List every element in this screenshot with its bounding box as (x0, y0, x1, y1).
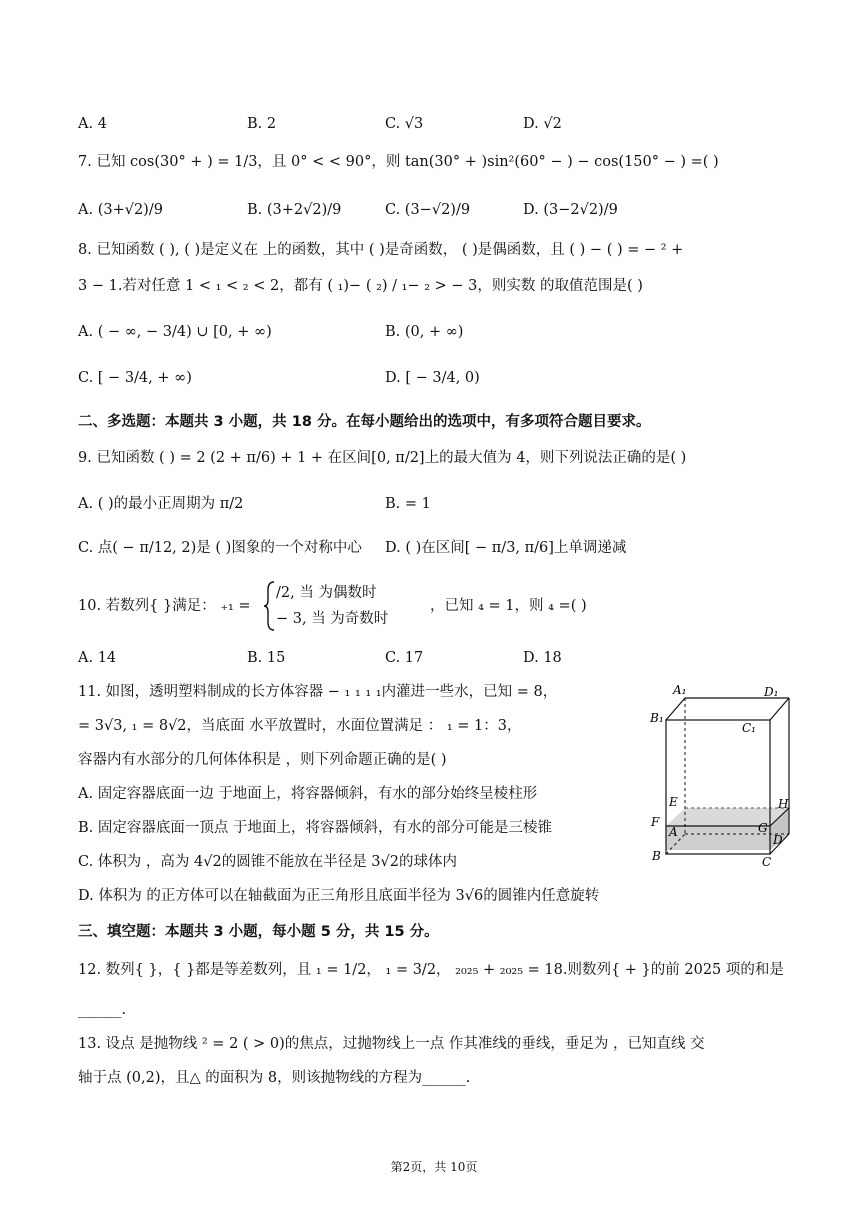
q12-stem-line2: ______. (78, 1002, 127, 1018)
q8-stem-line2: 3 − 1.若对任意 1 < ₁ < ₂ < 2，都有 ( ₁)− ( ₂) / ₁− ₂ > − 3，则实数 的取值范围是( ) (78, 278, 643, 294)
label-g: G (758, 821, 768, 835)
q8-option-c: C. [ − 3/4, + ∞) (78, 370, 192, 386)
q13-stem-line2: 轴于点 (0,2)，且△ 的面积为 8，则该抛物线的方程为______. (78, 1070, 471, 1086)
section-fill-in-heading: 三、填空题：本题共 3 小题，每小题 5 分，共 15 分。 (78, 924, 439, 940)
cuboid-figure (640, 676, 800, 874)
water-front-face (666, 826, 770, 850)
q11-option-a: A. 固定容器底面一边 于地面上，将容器倾斜，有水的部分始终呈棱柱形 (78, 786, 538, 802)
q10-option-b: B. 15 (247, 650, 286, 666)
q9-stem: 9. 已知函数 ( ) = 2 (2 + π/6) + 1 + 在区间[0, π/2]上的最大值为 4，则下列说法正确的是( ) (78, 450, 687, 466)
q8-stem-line1: 8. 已知函数 ( ), ( )是定义在 上的函数，其中 ( )是奇函数， ( )是偶函数，且 ( ) − ( ) = − ² + (78, 242, 684, 258)
q7-option-a: A. (3+√2)/9 (78, 202, 163, 218)
q11-stem-line3: 容器内有水部分的几何体体积是 ，则下列命题正确的是( ) (78, 752, 447, 768)
q7-option-d: D. (3−2√2)/9 (523, 202, 618, 218)
label-d: D (773, 833, 783, 847)
label-a: A (669, 825, 678, 839)
q6-option-d: D. √2 (523, 116, 562, 132)
q10-option-d: D. 18 (523, 650, 562, 666)
q10-brace-icon (262, 580, 276, 632)
q8-option-d: D. [ − 3/4, 0) (385, 370, 480, 386)
q11-stem-line2: = 3√3, ₁ = 8√2，当底面 水平放置时，水面位置满足 ： ₁ = 1：3， (78, 718, 522, 734)
q9-option-d: D. ( )在区间[ − π/3, π/6]上单调递减 (385, 540, 627, 556)
label-c1: C₁ (742, 721, 756, 735)
q10-stem-right: ，已知 ₄ = 1，则 ₄ =( ) (430, 598, 587, 614)
page-footer: 第2页，共 10页 (390, 1160, 478, 1174)
label-a1: A₁ (673, 683, 687, 697)
label-e: E (669, 795, 678, 809)
label-f: F (651, 815, 660, 829)
q10-case-even: /2, 当 为偶数时 (276, 585, 377, 601)
q9-option-b: B. = 1 (385, 496, 431, 512)
q9-option-c: C. 点( − π/12, 2)是 ( )图象的一个对称中心 (78, 540, 362, 556)
q10-option-c: C. 17 (385, 650, 424, 666)
q10-option-a: A. 14 (78, 650, 117, 666)
q11-option-b: B. 固定容器底面一顶点 于地面上，将容器倾斜，有水的部分可能是三棱锥 (78, 820, 552, 836)
q10-stem-left: 10. 若数列{ }满足： ₊₁ = (78, 598, 251, 614)
q9-option-a: A. ( )的最小正周期为 π/2 (78, 496, 244, 512)
label-b1: B₁ (650, 711, 664, 725)
q6-option-a: A. 4 (78, 116, 107, 132)
label-c: C (762, 855, 772, 869)
section-multiple-choice-heading: 二、多选题：本题共 3 小题，共 18 分。在每小题给出的选项中，有多项符合题目要求。 (78, 414, 651, 430)
label-d1: D₁ (764, 685, 779, 699)
q8-option-b: B. (0, + ∞) (385, 324, 464, 340)
q7-option-c: C. (3−√2)/9 (385, 202, 471, 218)
q7-option-b: B. (3+2√2)/9 (247, 202, 342, 218)
q10-case-odd: − 3, 当 为奇数时 (276, 611, 389, 627)
q6-option-c: C. √3 (385, 116, 424, 132)
q13-stem-line1: 13. 设点 是抛物线 ² = 2 ( > 0)的焦点，过抛物线上一点 作其准线的垂线，垂足为 ，已知直线 交 (78, 1036, 705, 1052)
q7-stem: 7. 已知 cos(30° + ) = 1/3，且 0° < < 90°，则 tan(30° + )sin²(60° − ) − cos(150° − ) =( ) (78, 154, 719, 170)
label-h: H (778, 797, 789, 811)
q6-option-b: B. 2 (247, 116, 277, 132)
label-b: B (652, 849, 661, 863)
q11-option-d: D. 体积为 的正方体可以在轴截面为正三角形且底面半径为 3√6的圆锥内任意旋转 (78, 888, 600, 904)
q11-option-c: C. 体积为 ，高为 4√2的圆锥不能放在半径是 3√2的球体内 (78, 854, 458, 870)
q8-option-a: A. ( − ∞, − 3/4) ∪ [0, + ∞) (78, 324, 272, 340)
q11-stem-line1: 11. 如图，透明塑料制成的长方体容器 − ₁ ₁ ₁ ₁内灌进一些水，已知 = 8， (78, 684, 558, 700)
q12-stem-line1: 12. 数列{ }，{ }都是等差数列，且 ₁ = 1/2， ₁ = 3/2， ₂₀₂₅ + ₂₀₂₅ = 18.则数列{ + }的前 2025 项的和是 (78, 962, 784, 978)
